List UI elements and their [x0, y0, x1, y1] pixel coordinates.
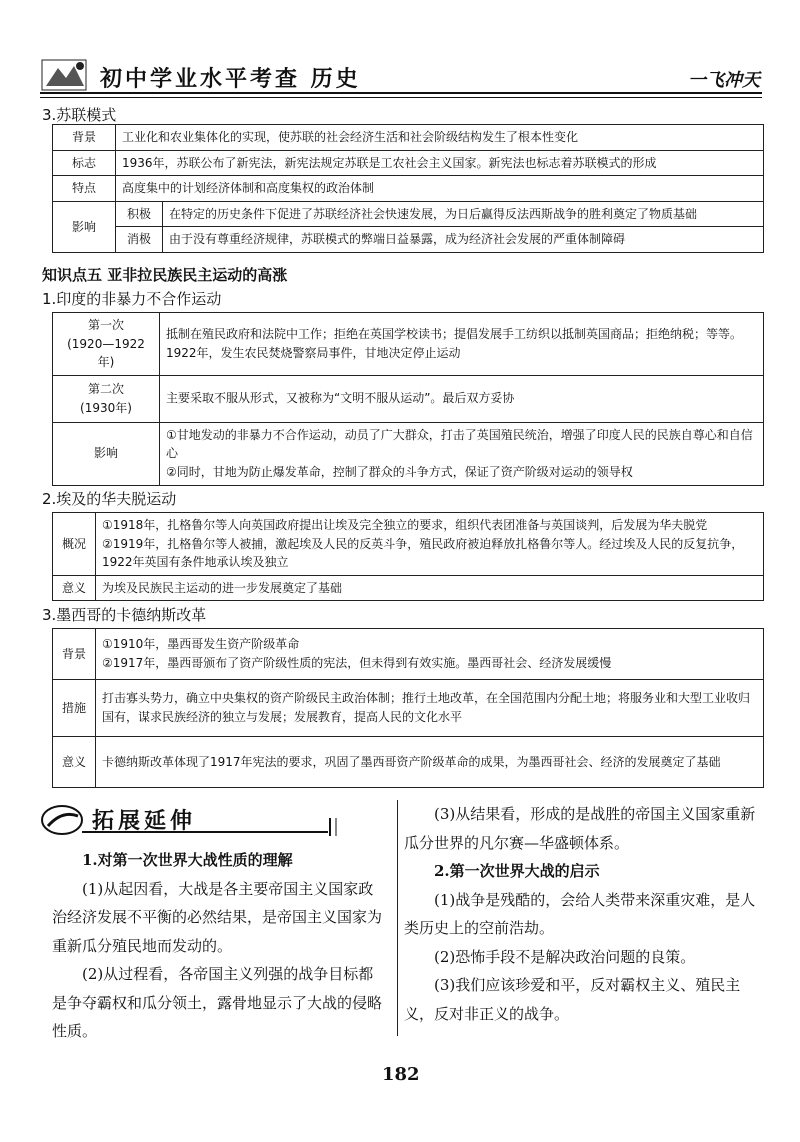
- table-row: [53, 201, 764, 227]
- row-text: ②1917年，墨西哥颁布了资产阶级性质的宪法，但未得到有效实施。墨西哥社会、经济发展缓慢: [102, 656, 612, 670]
- sub-label: 消极: [116, 227, 163, 253]
- row-text-cell: [96, 513, 764, 576]
- section-heading-mexico: 3.墨西哥的卡德纳斯改革: [42, 606, 207, 624]
- row-label: 影响: [53, 422, 160, 485]
- table-row: [53, 575, 764, 601]
- section-heading-soviet: 3.苏联模式: [42, 106, 117, 124]
- table-row: [53, 150, 764, 176]
- table-row: [53, 227, 764, 253]
- column-divider: [397, 800, 398, 1036]
- header-emblem-icon: [40, 56, 96, 94]
- row-text: 主要采取不服从形式，又被称为“文明不服从运动”。最后双方妥协: [160, 375, 764, 422]
- paragraph: (3)我们应该珍爱和平，反对霸权主义、殖民主义，反对非正义的战争。: [404, 976, 741, 1023]
- table-row: [53, 375, 764, 422]
- row-text: 1936年，苏联公布了新宪法，新宪法规定苏联是工农社会主义国家。新宪法也标志着苏联模式的形成: [116, 150, 764, 176]
- table-row: [53, 125, 764, 151]
- row-label: 意义: [53, 575, 96, 601]
- india-table: [52, 312, 764, 486]
- sub-label: 积极: [116, 201, 163, 227]
- table-row: [53, 737, 764, 788]
- table-row: [53, 680, 764, 737]
- paragraph: (1)战争是残酷的，会给人类带来深重灾难，是人类历史上的空前浩劫。: [404, 890, 756, 937]
- row-text: 为埃及民族民主运动的进一步发展奠定了基础: [96, 575, 764, 601]
- page-number: 182: [382, 1064, 420, 1085]
- row-text: 由于没有尊重经济规律，苏联模式的弊端日益暴露，成为经济社会发展的严重体制障碍: [163, 227, 764, 253]
- knowledge-point-title: 知识点五 亚非拉民族民主运动的高涨: [42, 266, 288, 284]
- row-sublabel: (1930年): [80, 400, 132, 415]
- table-row: [53, 313, 764, 376]
- row-text: ①1918年，扎格鲁尔等人向英国政府提出让埃及完全独立的要求，组织代表团准备与英国谈判，后发展为华夫脱党: [102, 518, 708, 532]
- row-text-cell: [160, 422, 764, 485]
- header-logo: 一飞冲天: [688, 70, 760, 91]
- row-text: 工业化和农业集体化的实现，使苏联的社会经济生活和社会阶级结构发生了根本性变化: [116, 125, 764, 151]
- paragraph: (2)恐怖手段不是解决政治问题的良策。: [434, 947, 696, 966]
- row-text: 卡德纳斯改革体现了1917年宪法的要求，巩固了墨西哥资产阶级革命的成果，为墨西哥社会、经济的发展奠定了基础: [96, 737, 764, 788]
- paragraph: (2)从过程看，各帝国主义列强的战争目标都是争夺霸权和瓜分领土，露骨地显示了大战的侵略性质。: [52, 965, 383, 1040]
- row-label: 第二次: [87, 382, 124, 397]
- section-heading-india: 1.印度的非暴力不合作运动: [42, 290, 222, 308]
- left-column: [52, 846, 386, 1046]
- paragraph: (1)从起因看，大战是各主要帝国主义国家政治经济发展不平衡的必然结果，是帝国主义国家为重新瓜分殖民地而发动的。: [52, 879, 383, 955]
- row-text: 打击寡头势力，确立中央集权的资产阶级民主政治体制；推行土地改革，在全国范围内分配土地；将服务业和大型工业收归国有，谋求民族经济的独立与发展；发展教育，提高人民的文化水平: [96, 680, 764, 737]
- row-label-cell: [53, 313, 160, 376]
- row-text: 在特定的历史条件下促进了苏联经济社会快速发展，为日后赢得反法西斯战争的胜利奠定了物质基础: [163, 201, 764, 227]
- row-label: 第一次: [87, 318, 124, 332]
- row-sublabel: (1920—1922年): [67, 336, 145, 370]
- subheading: 2.第一次世界大战的启示: [434, 862, 600, 880]
- extension-banner: [38, 802, 368, 838]
- egypt-table: [52, 512, 764, 601]
- row-label: 背景: [53, 629, 96, 680]
- row-label-cell: [53, 375, 160, 422]
- row-text: 抵制在殖民政府和法院中工作；拒绝在英国学校读书；提倡发展手工纺织以抵制英国商品；拒绝纳税；等等。1922年，发生农民焚烧警察局事件，甘地决定停止运动: [160, 313, 764, 376]
- row-label: 意义: [53, 737, 96, 788]
- banner-title: 拓展延伸: [92, 809, 197, 834]
- subheading: 1.对第一次世界大战性质的理解: [82, 851, 293, 869]
- row-text: ①1910年，墨西哥发生资产阶级革命: [102, 637, 300, 652]
- row-label: 标志: [53, 150, 116, 176]
- row-text-cell: [96, 629, 764, 680]
- row-text: ②1919年，扎格鲁尔等人被捕，激起埃及人民的反英斗争，殖民政府被迫释放扎格鲁尔等人。经过埃及人民的反复抗争，1922年英国有条件地承认埃及独立: [102, 536, 744, 570]
- section-heading-egypt: 2.埃及的华夫脱运动: [42, 490, 177, 508]
- row-label: 背景: [53, 125, 116, 151]
- paragraph: (3)从结果看，形成的是战胜的帝国主义国家重新瓜分世界的凡尔赛—华盛顿体系。: [404, 805, 756, 852]
- row-label: 影响: [53, 201, 116, 252]
- table-row: [53, 513, 764, 576]
- right-column: [404, 800, 760, 1028]
- header-rule: [40, 92, 762, 98]
- banner-swoosh-icon: [38, 802, 368, 838]
- row-text: ②同时，甘地为防止爆发革命，控制了群众的斗争方式，保证了资产阶级对运动的领导权: [166, 464, 633, 479]
- table-row: [53, 422, 764, 485]
- soviet-table: [52, 124, 764, 253]
- table-row: [53, 629, 764, 680]
- row-text: 高度集中的计划经济体制和高度集权的政治体制: [116, 176, 764, 202]
- table-row: [53, 176, 764, 202]
- row-label: 特点: [53, 176, 116, 202]
- row-label: 概况: [53, 513, 96, 576]
- row-label: 措施: [53, 680, 96, 737]
- row-text: ①甘地发动的非暴力不合作运动，动员了广大群众，打击了英国殖民统治，增强了印度人民的民族自尊心和自信心: [166, 427, 753, 461]
- header-title: 初中学业水平考查 历史: [100, 66, 361, 92]
- mexico-table: [52, 628, 764, 788]
